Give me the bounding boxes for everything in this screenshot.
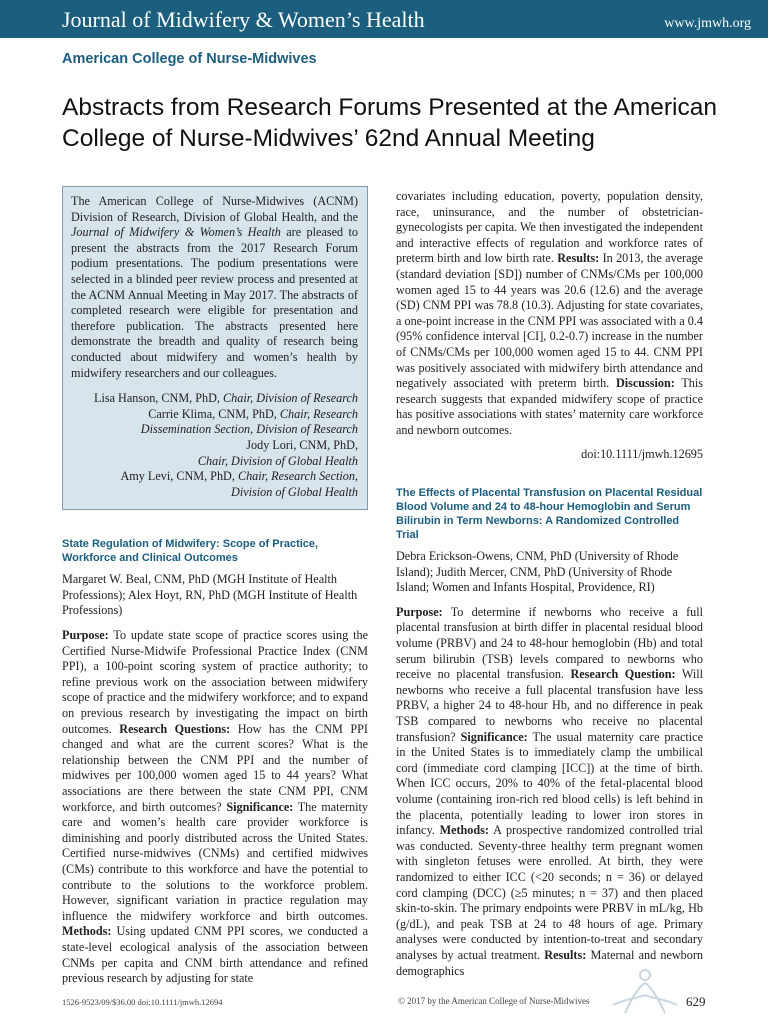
intro-box	[62, 186, 368, 510]
signatory-line: Lisa Hanson, CNM, PhD, Chair, Division of Research	[94, 391, 358, 406]
footer-issn-doi: 1526-9523/09/$36.00 doi:10.1111/jmwh.12694	[62, 997, 223, 1007]
society-name: American College of Nurse-Midwives	[62, 51, 317, 67]
article-title: Abstracts from Research Forums Presented at the American College of Nurse-Midwives’ 62nd Annual Meeting	[62, 94, 717, 152]
abstract1-title: State Regulation of Midwifery: Scope of Practice, Workforce and Clinical Outcomes	[62, 538, 319, 565]
signatory-line: Jody Lori, CNM, PhD,	[246, 437, 358, 452]
intro-paragraph: The American College of Nurse-Midwives (ACNM) Division of Research, Division of Global Health, and the Journal of Midwifery & Women’s Health are pleased to present the abstracts from the 2017 Research Forum podium presentations. The podium presentations were selected in a blinded peer review process and presented at the ACNM Annual Meeting in May 2017. The abstracts of completed research were eligible for presentation and therefore publication. The abstracts presented here demonstrate the breadth and quality of research being conducted about midwifery and women’s health by midwifery researchers and our colleagues.	[71, 194, 358, 380]
signatories	[71, 391, 358, 500]
abstract2-authors: Debra Erickson-Owens, CNM, PhD (University of Rhode Island); Judith Mercer, CNM, PhD (University of Rhode Island; Women and Infants Hospital, Providence, RI)	[396, 549, 679, 595]
abstract1-body-continued: covariates including education, poverty, population density, race, uninsurance, and the number of obstetrician-gynecologists per capita. We then investigated the independent and interactive effects of regulation and workforce rates of preterm birth and low birth rate. Results: In 2013, the average (standard deviation [SD]) number of CNMs/CMs per 100,000 women aged 15 to 44 years was 20.6 (12.6) and the average (SD) CNM PPI was 78.8 (10.3). Adjusting for state covariates, a one-point increase in the CNM PPI was associated with a 0.4 (95% confidence interval [CI], 0.2-0.7) increase in the number of CNMs/CMs per 100,000 women aged 15 to 44. CNM PPI was positively associated with midwifery birth attendance and negatively associated with preterm birth. Discussion: This research suggests that expanded midwifery scope of practice has positive associations with states’ maternity care workforce and newborn outcomes.	[396, 189, 703, 437]
signatory-line: Chair, Division of Global Health	[197, 453, 358, 468]
abstract2-body: Purpose: To determine if newborns who receive a full placental transfusion at birth differ in placental residual blood volume (PRBV) and 24 to 48-hour hemoglobin (Hb) and total serum bilirubin (TSB) levels compared to newborns who receive no placental transfusion. Research Question: Will newborns who receive a full placental transfusion have less PRBV, a higher 24 to 48-hour Hb, and no difference in peak TSB compared to newborns who receive no placental transfusion? Significance: The usual maternity care practice in the United States is to immediately clamp the umbilical cord (immediate cord clamping [ICC]) at the time of birth. When ICC occurs, 20% to 40% of the fetal-placental blood volume (containing iron-rich red blood cells) is left behind in the placenta, potentially leading to lower iron stores in infancy. Methods: A prospective randomized controlled trial was conducted. Seventy-three healthy term pregnant women with singleton fetuses were enrolled. At birth, they were randomized to either ICC (<20 seconds; n = 36) or delayed cord clamping (DCC) (≥5 minutes; n = 37) and then placed skin-to-skin. The primary endpoints were PRBV in mL/kg, Hb (g/dL), and peak TSB at 24 to 48 hours of age. Primary analyses were conducted by intention-to-treat and secondary analyses by actual treatment. Results: Maternal and newborn demographics	[396, 604, 704, 978]
signatory-line: Division of Global Health	[231, 484, 358, 499]
signatory-line: Amy Levi, CNM, PhD, Chair, Research Section,	[120, 469, 358, 484]
signatory-line: Carrie Klima, CNM, PhD, Chair, Research	[148, 406, 358, 421]
abstract1-authors: Margaret W. Beal, CNM, PhD (MGH Institute of Health Professions); Alex Hoyt, RN, PhD (MGH Institute of Health Professions)	[62, 572, 358, 618]
abstract2-title: The Effects of Placental Transfusion on Placental Residual Blood Volume and 24 to 48-hour Hemoglobin and Serum Bilirubin in Term Newborns: A Randomized Controlled Trial	[396, 487, 703, 542]
acnm-logo-watermark-icon	[605, 965, 685, 1015]
page-number: 629	[686, 994, 706, 1009]
right-column	[396, 189, 703, 979]
journal-url[interactable]: www.jmwh.org	[664, 16, 751, 31]
abstract1-doi[interactable]: doi:10.1111/jmwh.12695	[581, 446, 703, 461]
journal-title: Journal of Midwifery & Women’s Health	[62, 7, 425, 32]
journal-banner	[0, 0, 768, 38]
signatory-line: Dissemination Section, Division of Research	[140, 422, 358, 437]
footer-copyright: © 2017 by the American College of Nurse-Midwives	[398, 996, 590, 1006]
abstract1-body: Purpose: To update state scope of practice scores using the Certified Nurse-Midwife Professional Practice Index (CNM PPI), a 100-point scoring system of practice authority; to refine previous work on the association between midwifery scope of practice and the midwifery workforce; and to expand on previous research by investigating the impact on birth outcomes. Research Questions: How has the CNM PPI changed and what are the current scores? What is the relationship between the CNM PPI and the number of midwives per 100,000 women aged 15 to 44 years? What associations are there between the state CNM PPI, CNM workforce, and birth outcomes? Significance: The maternity care and women’s health care provider workforce is diminishing and poorly distributed across the United States. Certified nurse-midwives (CNMs) and certified midwives (CMs) contribute to this workforce and have the potential to contribute to the solutions to the workforce problem. However, significant variation in practice regulation may influence the midwifery workforce and birth outcomes. Methods: Using updated CNM PPI scores, we conducted a state-level ecological analysis of the association between CNMs per capita and CNM birth attendance and refined previous research by adjusting for state	[62, 628, 368, 986]
left-column	[62, 186, 368, 987]
